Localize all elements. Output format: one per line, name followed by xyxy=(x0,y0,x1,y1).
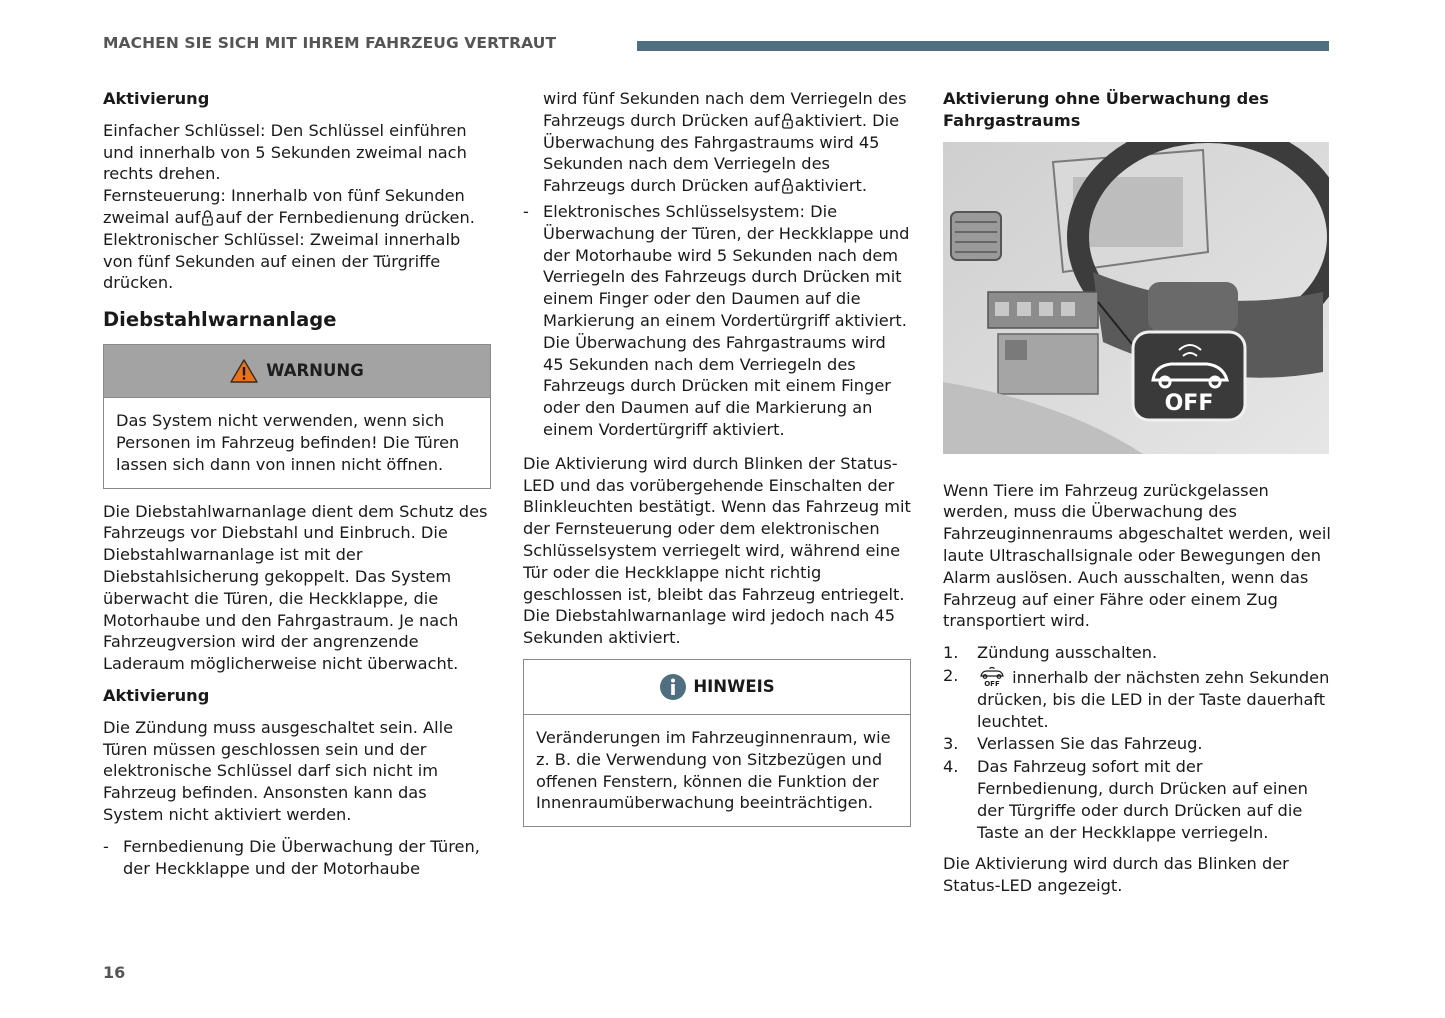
list-item-remote: - Fernbedienung Die Überwachung der Türen, der Heckklappe und der Motorhaube xyxy=(103,836,480,878)
svg-text:OFF: OFF xyxy=(984,679,1000,687)
page-number: 16 xyxy=(103,963,126,982)
warning-text: Das System nicht verwenden, wenn sich Personen im Fahrzeug befinden! Die Türen lassen sich dann von innen nicht öffnen. xyxy=(116,411,460,474)
note-title: HINWEIS xyxy=(693,677,775,697)
paragraph-electronic-key: Elektronischer Schlüssel: Zweimal innerhalb von fünf Sekunden auf einen der Türgriffe drücken. xyxy=(103,229,461,293)
note-box xyxy=(523,659,911,827)
warning-triangle-icon xyxy=(230,359,258,383)
paragraph-prerequisites: Die Zündung muss ausgeschaltet sein. Alle Türen müssen geschlossen sein und der elektronische Schlüssel darf sich nicht im Fahrzeug befinden. Ansonsten kann das System nicht aktiviert werden. xyxy=(103,717,454,824)
warning-title: WARNUNG xyxy=(266,361,364,381)
dashboard-photo xyxy=(943,142,1329,454)
paragraph-remote: Fernsteuerung: Innerhalb von fünf Sekunden zweimal auf auf der Fernbedienung drücken. xyxy=(103,186,475,227)
heading-diebstahlwarnanlage: Diebstahlwarnanlage xyxy=(103,308,337,332)
header-bar xyxy=(637,41,1329,51)
paragraph-simple-key: Einfacher Schlüssel: Den Schlüssel einführen und innerhalb von 5 Sekunden zweimal nach rechts drehen. xyxy=(103,120,467,184)
subheading-aktivierung-2: Aktivierung xyxy=(103,685,210,705)
column-2 xyxy=(523,88,911,827)
steps-list xyxy=(943,642,1331,843)
lock-icon xyxy=(202,209,213,226)
list-item: 1. Zündung ausschalten. xyxy=(943,643,1158,663)
dash-bullet: - xyxy=(523,201,529,221)
list-item-electronic-key: - Elektronisches Schlüsselsystem: Die Überwachung der Türen, der Heckklappe und der Motorhaube wird 5 Sekunden nach dem Verriegeln des Fahrzeugs durch Drücken mit einem Finger oder den Daumen auf die Markierung an einem Vordertürgriff aktiviert. Die Überwachung des Fahrgastraums wird 45 Sekunden nach dem Verriegeln des Fahrzeugs durch Drücken mit einem Finger oder den Daumen auf die Markierung an einem Vordertürgriff aktiviert. xyxy=(523,201,910,439)
column-1 xyxy=(103,88,491,879)
paragraph-animals: Wenn Tiere im Fahrzeug zurückgelassen werden, muss die Überwachung des Fahrzeuginnenraums abgeschaltet werden, weil laute Ultraschallsignale oder Bewegungen den Alarm auslösen. Auch ausschalten, wenn das Fahrzeug auf einer Fähre oder einem Zug transportiert wird. xyxy=(943,480,1331,631)
warning-header xyxy=(104,345,490,398)
list-item-remote-continued: wird fünf Sekunden nach dem Verriegeln des Fahrzeugs durch Drücken auf aktiviert. Die Überwachung des Fahrgastraums wird 45 Sekunden nach dem Verriegeln des Fahrzeugs durch Drücken auf aktiviert. xyxy=(543,89,907,196)
subheading-aktivierung: Aktivierung xyxy=(103,89,210,108)
lock-icon xyxy=(782,112,793,129)
warning-box xyxy=(103,344,491,488)
interior-monitoring-off-icon xyxy=(977,665,1007,687)
paragraph-confirmation: Die Aktivierung wird durch Blinken der Status-LED und das vorübergehende Einschalten der Blinkleuchten bestätigt. Wenn das Fahrzeug mit der Fernsteuerung oder dem elektronischen Schlüsselsystem verriegelt wird, während eine Tür oder die Heckklappe nicht richtig geschlossen ist, bleibt das Fahrzeug entriegelt. Die Diebstahlwarnanlage wird jedoch nach 45 Sekunden aktiviert. xyxy=(523,453,911,648)
column-3 xyxy=(943,88,1331,907)
paragraph-system-description: Die Diebstahlwarnanlage dient dem Schutz des Fahrzeugs vor Diebstahl und Einbruch. Die Diebstahlwarnanlage ist mit der Diebstahlsicherung gekoppelt. Das System überwacht die Türen, die Heckklappe, die Motorhaube und den Fahrgastraum. Je nach Fahrzeugversion wird der angrenzende Laderaum möglicherweise nicht überwacht. xyxy=(103,501,488,674)
running-header: MACHEN SIE SICH MIT IHREM FAHRZEUG VERTRAUT xyxy=(103,34,557,52)
list-item: 4. Das Fahrzeug sofort mit der Fernbedienung, durch Drücken auf einen der Türgriffe oder durch Drücken auf die Taste an der Heckklappe verriegeln. xyxy=(943,757,1308,842)
off-badge-label: OFF xyxy=(1164,390,1214,416)
paragraph-status-led: Die Aktivierung wird durch das Blinken der Status-LED angezeigt. xyxy=(943,854,1289,896)
info-icon xyxy=(659,673,687,701)
note-text: Veränderungen im Fahrzeuginnenraum, wie z. B. die Verwendung von Sitzbezügen und offenen Fenstern, können die Funktion der Innenraumüberwachung beeinträchtigen. xyxy=(536,727,891,813)
subheading-without-interior-monitoring: Aktivierung ohne Überwachung des Fahrgastraums xyxy=(943,89,1269,130)
list-item: 2. OFF innerhalb der nächsten zehn Sekunden drücken, bis die LED in der Taste dauerhaft leuchtet. xyxy=(943,665,1330,731)
list-item: 3. Verlassen Sie das Fahrzeug. xyxy=(943,734,1203,754)
dash-bullet: - xyxy=(103,836,109,856)
note-header xyxy=(524,660,910,715)
lock-icon xyxy=(782,177,793,194)
